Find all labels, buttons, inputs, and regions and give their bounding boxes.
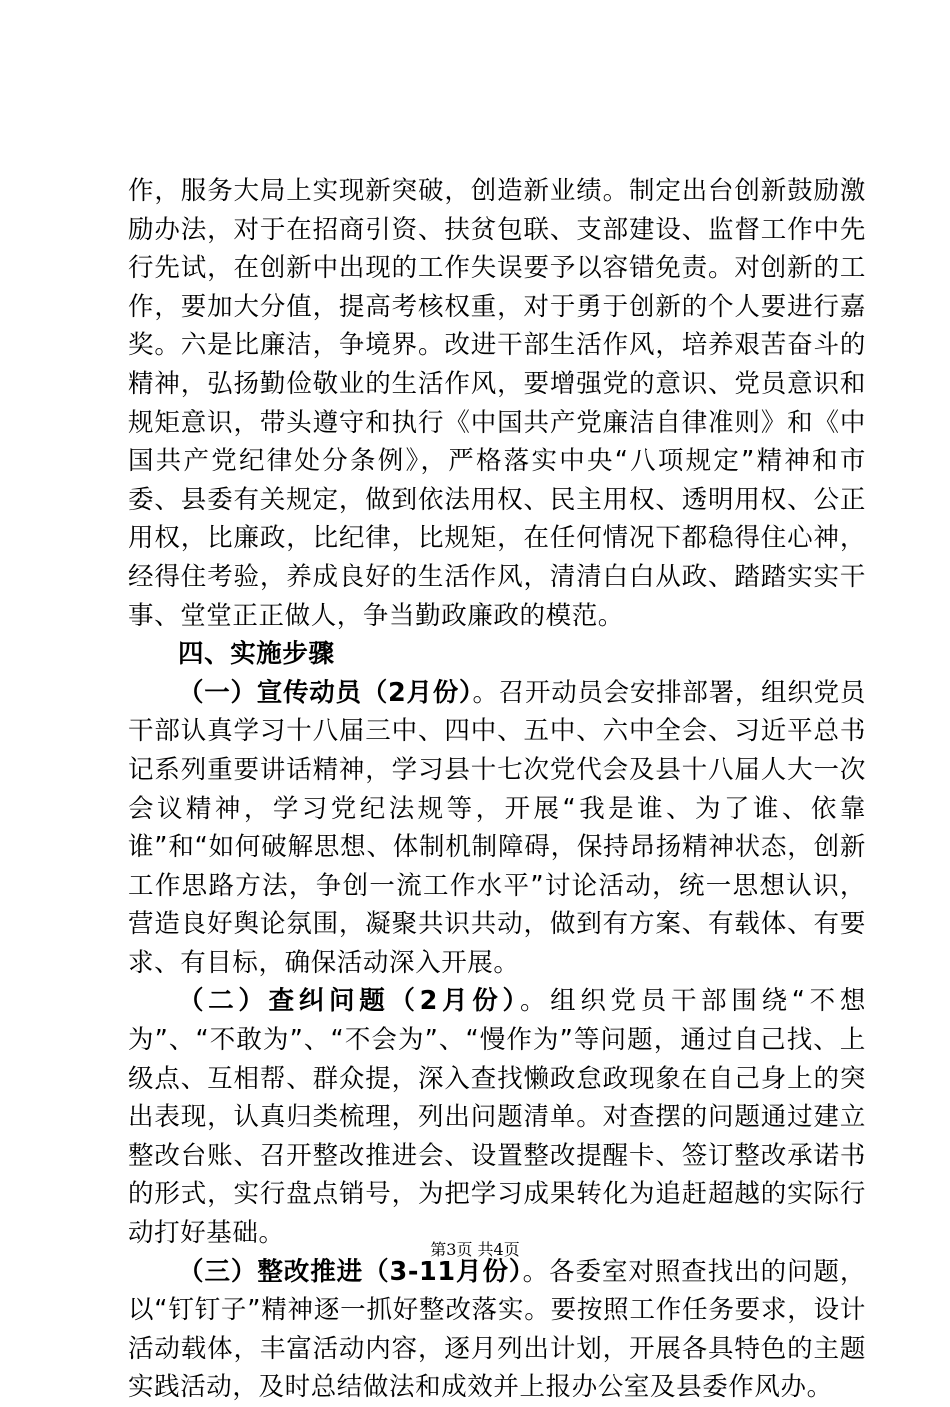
step-paragraph-1 [128,674,866,983]
step-title-3: （三）整改推进（3-11月份） [178,1256,523,1287]
continuation-paragraph: 作，服务大局上实现新突破，创造新业绩。制定出台创新鼓励激励办法，对于在招商引资、扶贫包联、支部建设、监督工作中先行先试，在创新中出现的工作失误要予以容错免责。对创新的工作，要加大分值，提高考核权重，对于勇于创新的个人要进行嘉奖。六是比廉洁，争境界。改进干部生活作风，培养艰苦奋斗的精神，弘扬勤俭敬业的生活作风，要增强党的意识、党员意识和规矩意识，带头遵守和执行《中国共产党廉洁自律准则》和《中国共产党纪律处分条例》，严格落实中央“八项规定”精神和市委、县委有关规定，做到依法用权、民主用权、透明用权、公正用权，比廉政，比纪律，比规矩，在任何情况下都稳得住心神，经得住考验，养成良好的生活作风，清清白白从政、踏踏实实干事、堂堂正正做人，争当勤政廉政的模范。 [128,176,866,631]
section-heading: 四、实施步骤 [178,639,335,670]
document-body [128,172,866,1407]
step-body-1: 。召开动员会安排部署，组织党员干部认真学习十八届三中、四中、五中、六中全会、习近平总书记系列重要讲话精神，学习县十七次党代会及县十八届人大一次会议精神，学习党纪法规等，开展“我是谁、为了谁、依靠谁”和“如何破解思想、体制机制障碍，保持昂扬精神状态，创新工作思路方法，争创一流工作水平”讨论活动，统一思想认识，营造良好舆论氛围，凝聚共识共动，做到有方案、有载体、有要求、有目标，确保活动深入开展。 [128,677,866,978]
page-footer: 第3页 共4页 [430,1240,520,1259]
step-paragraph-3 [128,1253,866,1407]
step-body-2: 。组织党员干部围绕“不想为”、“不敢为”、“不会为”、“慢作为”等问题，通过自己找、上级点、互相帮、群众提，深入查找懒政怠政现象在自己身上的突出表现，认真归类梳理，列出问题清单。对查摆的问题通过建立整改台账、召开整改推进会、设置整改提醒卡、签订整改承诺书的形式，实行盘点销号，为把学习成果转化为追赶超越的实际行动打好基础。 [128,986,866,1249]
step-body-3: 。各委室对照查找出的问题，以“钉钉子”精神逐一抓好整改落实。要按照工作任务要求，设计活动载体，丰富活动内容，逐月列出计划，开展各具特色的主题实践活动，及时总结做法和成效并上报办公室及县委作风办。 [128,1256,866,1403]
step-paragraph-2 [128,982,866,1252]
step-title-2: （二）查纠问题（2月份） [178,986,520,1017]
step-title-1: （一）宣传动员（2月份） [178,677,473,708]
